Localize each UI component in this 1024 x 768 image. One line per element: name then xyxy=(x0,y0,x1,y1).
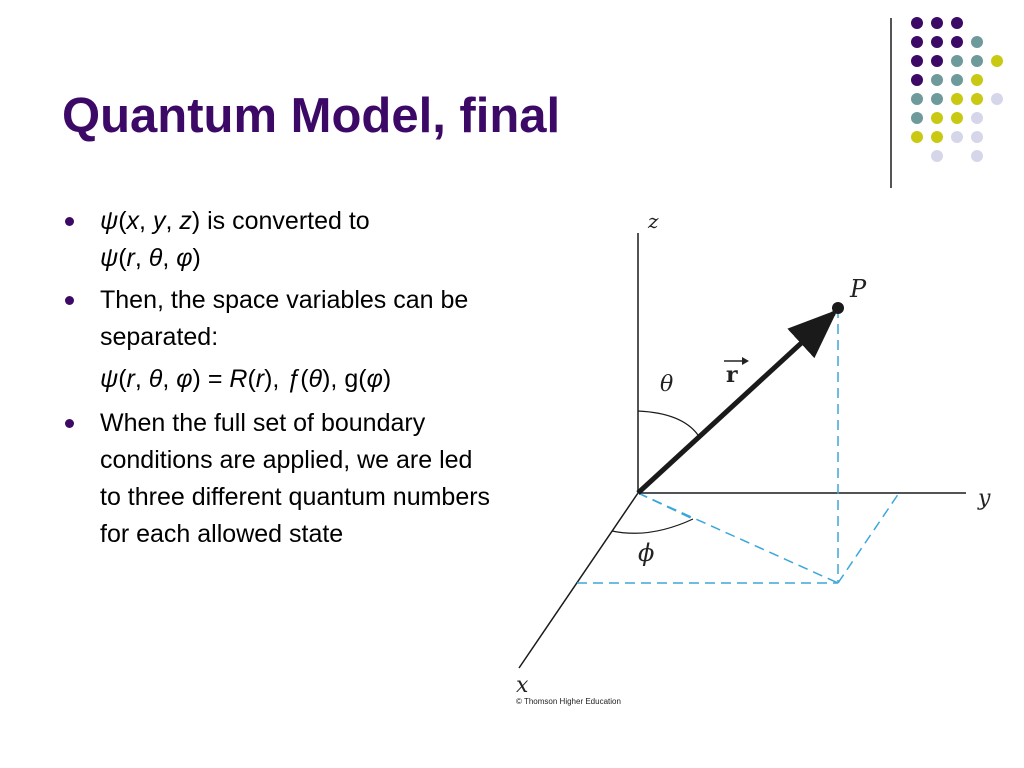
var-r: r xyxy=(255,365,265,393)
var-phi: φ xyxy=(176,244,193,272)
bullet-text: Then, the space variables can be separated: xyxy=(100,286,469,351)
var-z: z xyxy=(179,207,192,235)
x-axis-label: x xyxy=(516,673,529,695)
dot xyxy=(911,112,923,124)
z-axis-label: z xyxy=(648,209,659,233)
text-run: ( xyxy=(118,244,127,272)
dot xyxy=(911,131,923,143)
text-run: ) xyxy=(192,244,201,272)
dot xyxy=(971,112,983,124)
text-run: ( xyxy=(247,365,256,393)
dot xyxy=(971,55,983,67)
text-run: ) is converted to xyxy=(191,207,370,235)
func-R: R xyxy=(229,365,248,393)
var-r: r xyxy=(126,244,135,272)
text-run: ( xyxy=(300,365,309,393)
bullet-item-coordinates xyxy=(62,203,492,277)
dot xyxy=(911,17,923,29)
dot xyxy=(971,131,983,143)
dot xyxy=(931,36,943,48)
theta-arc xyxy=(638,411,698,435)
func-f: ƒ xyxy=(286,365,301,393)
dot xyxy=(951,131,963,143)
dot xyxy=(951,55,963,67)
dot xyxy=(951,93,963,105)
psi-symbol: ψ xyxy=(100,207,119,235)
dot xyxy=(971,150,983,162)
bullet-icon xyxy=(65,296,74,305)
image-credit: © Thomson Higher Education xyxy=(516,697,621,706)
var-phi: φ xyxy=(366,365,383,393)
dot xyxy=(951,112,963,124)
text-run: , xyxy=(134,244,149,272)
var-theta: θ xyxy=(148,244,163,272)
spherical-coordinates-diagram xyxy=(500,195,1000,695)
dot xyxy=(951,74,963,86)
var-x: x xyxy=(126,207,140,235)
projection-x-parallel xyxy=(838,493,899,583)
var-theta: θ xyxy=(148,365,163,393)
slide-title: Quantum Model, final xyxy=(62,89,561,143)
text-run: , xyxy=(134,365,149,393)
dot xyxy=(931,55,943,67)
var-phi: φ xyxy=(176,365,193,393)
psi-symbol: ψ xyxy=(100,244,119,272)
position-vector-r xyxy=(638,313,834,493)
dot xyxy=(951,17,963,29)
dot xyxy=(931,93,943,105)
text-run: , xyxy=(139,207,153,235)
phi-angle-arc xyxy=(638,493,693,519)
theta-label: θ xyxy=(660,372,674,397)
text-run: ( xyxy=(118,365,127,393)
bullet-item-quantum-numbers xyxy=(62,405,492,553)
dot xyxy=(931,150,943,162)
var-y: y xyxy=(152,207,166,235)
y-axis-label: y xyxy=(978,486,991,511)
text-run: , xyxy=(162,244,177,272)
dot xyxy=(911,55,923,67)
bullet-item-separation xyxy=(62,282,492,356)
dot xyxy=(931,131,943,143)
bullet-line xyxy=(100,203,492,240)
separation-equation xyxy=(62,361,492,398)
bullet-list xyxy=(62,203,492,558)
dot xyxy=(931,17,943,29)
dot xyxy=(911,74,923,86)
vector-r-label: r xyxy=(726,362,738,388)
dot xyxy=(971,74,983,86)
bullet-icon xyxy=(65,217,74,226)
dot xyxy=(911,93,923,105)
dot xyxy=(971,93,983,105)
dot xyxy=(931,112,943,124)
point-P xyxy=(832,302,844,314)
text-run: ), g( xyxy=(322,365,367,393)
psi-symbol: ψ xyxy=(100,365,119,393)
text-run: ( xyxy=(118,207,127,235)
text-run: , xyxy=(162,365,177,393)
x-axis xyxy=(519,493,638,668)
point-P-label: P xyxy=(850,275,867,303)
text-run: , xyxy=(165,207,180,235)
dot xyxy=(991,93,1003,105)
bullet-line xyxy=(100,240,492,277)
dot xyxy=(971,36,983,48)
text-run: ) = xyxy=(192,365,230,393)
dot xyxy=(991,55,1003,67)
var-r: r xyxy=(126,365,135,393)
text-run: ) xyxy=(382,365,392,393)
phi-label: ϕ xyxy=(638,539,655,567)
dot xyxy=(951,36,963,48)
bullet-icon xyxy=(65,419,74,428)
text-run: ), xyxy=(264,365,287,393)
dot-grid-icon xyxy=(0,0,1024,200)
bullet-text: When the full set of boundary conditions are applied, we are led to three different quantum numbers for each allowed state xyxy=(100,409,491,548)
dot xyxy=(911,36,923,48)
dot xyxy=(931,74,943,86)
var-theta: θ xyxy=(308,365,323,393)
phi-arc xyxy=(612,519,693,533)
